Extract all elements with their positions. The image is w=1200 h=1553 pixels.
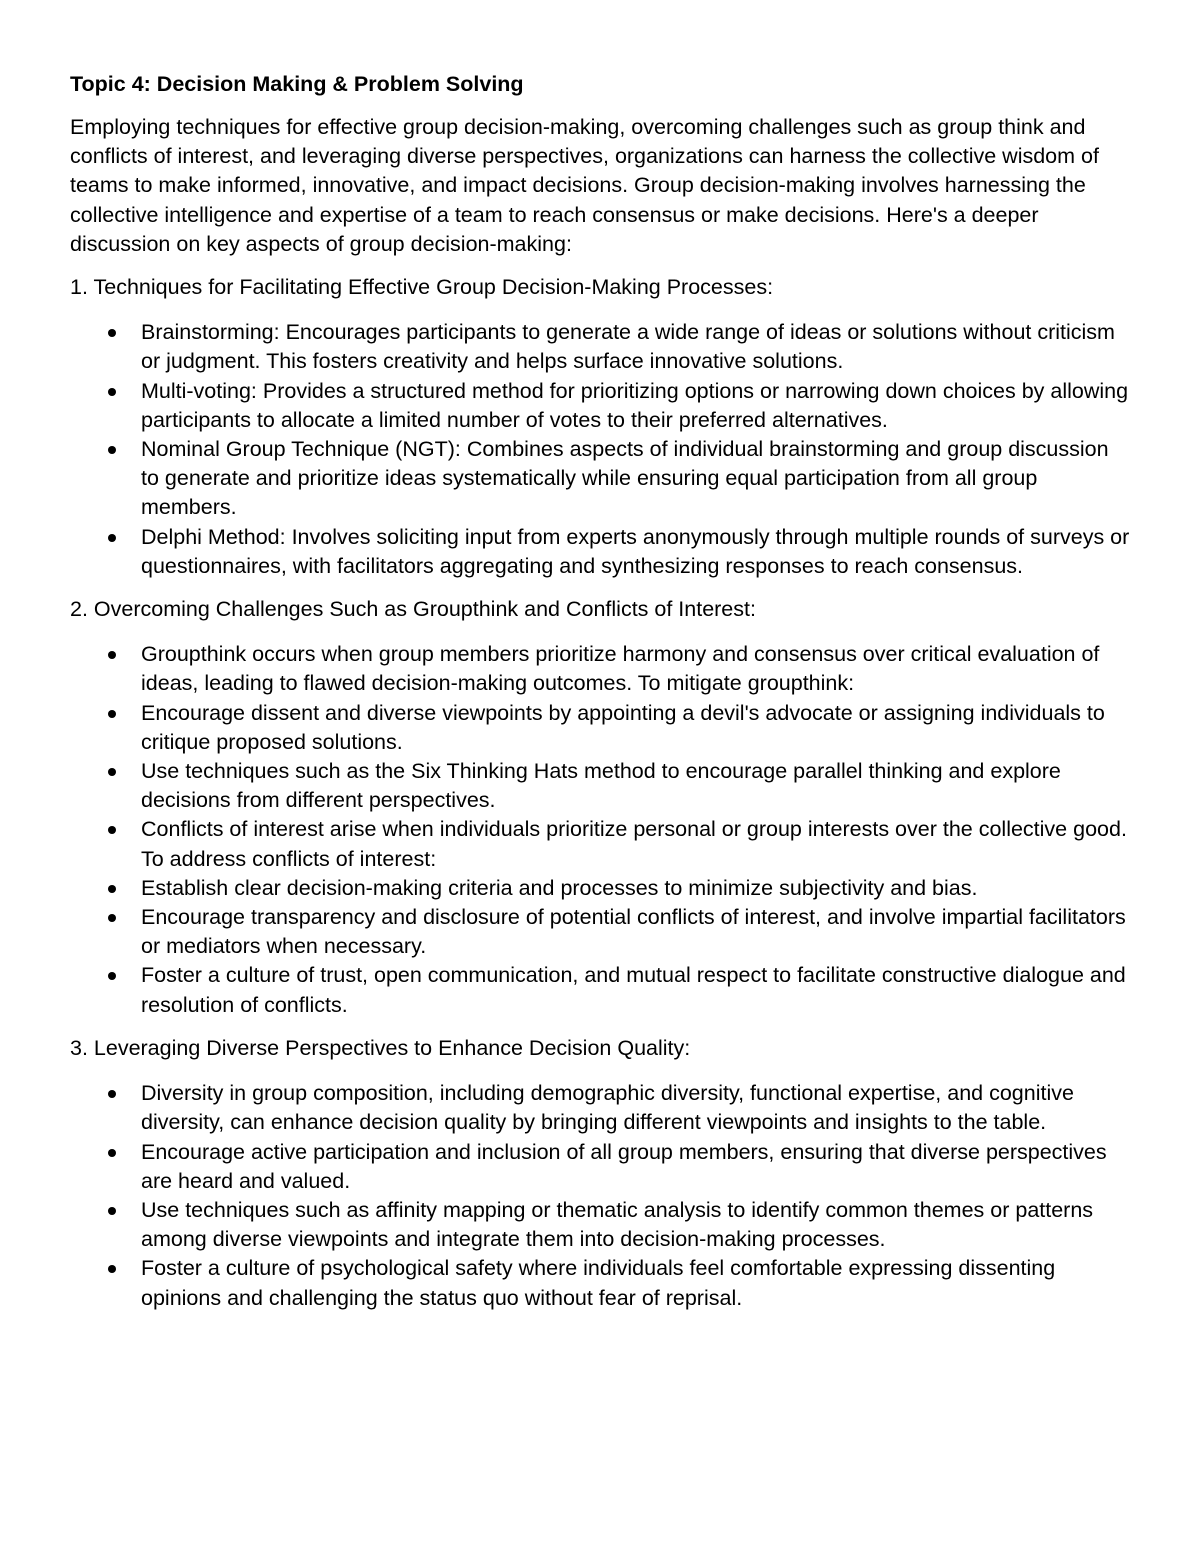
bullet-icon (108, 885, 116, 893)
list-item (70, 1079, 1132, 1137)
bullet-icon (108, 329, 116, 337)
bullet-icon (108, 651, 116, 659)
list-item-text: Encourage transparency and disclosure of potential conflicts of interest, and involve impartial facilitators or mediators when necessary. (141, 905, 1126, 959)
list-item (70, 640, 1132, 698)
bullet-icon (108, 914, 116, 922)
list-item-text: Foster a culture of psychological safety where individuals feel comfortable expressing dissenting opinions and challenging the status quo without fear of reprisal. (141, 1256, 1056, 1310)
section-heading-diverse-perspectives: 3. Leveraging Diverse Perspectives to Enhance Decision Quality: (70, 1035, 691, 1060)
list-item (70, 1138, 1132, 1196)
bullet-icon (108, 972, 116, 980)
list-item-text: Foster a culture of trust, open communication, and mutual respect to facilitate constructive dialogue and resolution of conflicts. (141, 963, 1126, 1017)
list-item-text: Multi-voting: Provides a structured method for prioritizing options or narrowing down choices by allowing participants to allocate a limited number of votes to their preferred alternatives. (141, 378, 1129, 432)
document-page (70, 70, 1132, 1327)
list-item (70, 1196, 1132, 1254)
list-item-text: Delphi Method: Involves soliciting input from experts anonymously through multiple rounds of surveys or questionnaires, with facilitators aggregating and synthesizing responses to reach consensus. (141, 524, 1130, 578)
list-item (70, 757, 1132, 815)
list-item (70, 1254, 1132, 1312)
list-item-text: Diversity in group composition, including demographic diversity, functional expertise, and cognitive diversity, can enhance decision quality by bringing different viewpoints and insights to the table. (141, 1081, 1074, 1135)
list-item-text: Encourage active participation and inclusion of all group members, ensuring that diverse perspectives are heard and valued. (141, 1139, 1107, 1193)
bullet-icon (108, 534, 116, 542)
list-item-text: Use techniques such as affinity mapping or thematic analysis to identify common themes or patterns among diverse viewpoints and integrate them into decision-making processes. (141, 1197, 1094, 1252)
bullet-icon (108, 1090, 116, 1098)
list-item-text: Use techniques such as the Six Thinking Hats method to encourage parallel thinking and explore decisions from different perspectives. (141, 759, 1061, 813)
list-item (70, 815, 1132, 873)
list-item (70, 961, 1132, 1019)
list-item-text: Establish clear decision-making criteria and processes to minimize subjectivity and bias. (141, 875, 978, 900)
bullet-icon (108, 1149, 116, 1157)
bullet-icon (108, 768, 116, 776)
list-item (70, 523, 1132, 581)
list-item-text: Groupthink occurs when group members prioritize harmony and consensus over critical evaluation of ideas, leading to flawed decision-making outcomes. To mitigate groupthink: (141, 642, 1100, 696)
bullet-icon (108, 826, 116, 834)
document-title: Topic 4: Decision Making & Problem Solving (70, 72, 524, 96)
bullet-icon (108, 446, 116, 454)
list-item-text: Conflicts of interest arise when individuals prioritize personal or group interests over the collective good. To address conflicts of interest: (141, 817, 1127, 871)
list-item (70, 435, 1132, 523)
list-item (70, 903, 1132, 961)
section-heading-techniques: 1. Techniques for Facilitating Effective Group Decision-Making Processes: (70, 275, 774, 300)
section-heading-challenges: 2. Overcoming Challenges Such as Groupthink and Conflicts of Interest: (70, 597, 756, 622)
challenges-list (70, 640, 1132, 1020)
list-item (70, 874, 1132, 903)
list-item (70, 377, 1132, 435)
bullet-icon (108, 1265, 116, 1273)
intro-paragraph: Employing techniques for effective group decision-making, overcoming challenges such as group think and conflicts of interest, and leveraging diverse perspectives, organizations can harness the collective wisdom of teams to make informed, innovative, and impact decisions. Group decision-making involves harnessing the collective intelligence and expertise of a team to reach consensus or make decisions. Here's a deeper discussion on key aspects of group decision-making: (70, 115, 1099, 256)
techniques-list (70, 318, 1132, 581)
list-item (70, 699, 1132, 757)
list-item-text: Nominal Group Technique (NGT): Combines aspects of individual brainstorming and group discussion to generate and prioritize ideas systematically while ensuring equal participation from all group members. (141, 437, 1109, 520)
bullet-icon (108, 1207, 116, 1215)
diverse-perspectives-list (70, 1079, 1132, 1313)
bullet-icon (108, 710, 116, 718)
list-item (70, 318, 1132, 376)
bullet-icon (108, 388, 116, 396)
list-item-text: Brainstorming: Encourages participants to generate a wide range of ideas or solutions without criticism or judgment. This fosters creativity and helps surface innovative solutions. (141, 320, 1115, 374)
list-item-text: Encourage dissent and diverse viewpoints by appointing a devil's advocate or assigning individuals to critique proposed solutions. (141, 700, 1105, 754)
